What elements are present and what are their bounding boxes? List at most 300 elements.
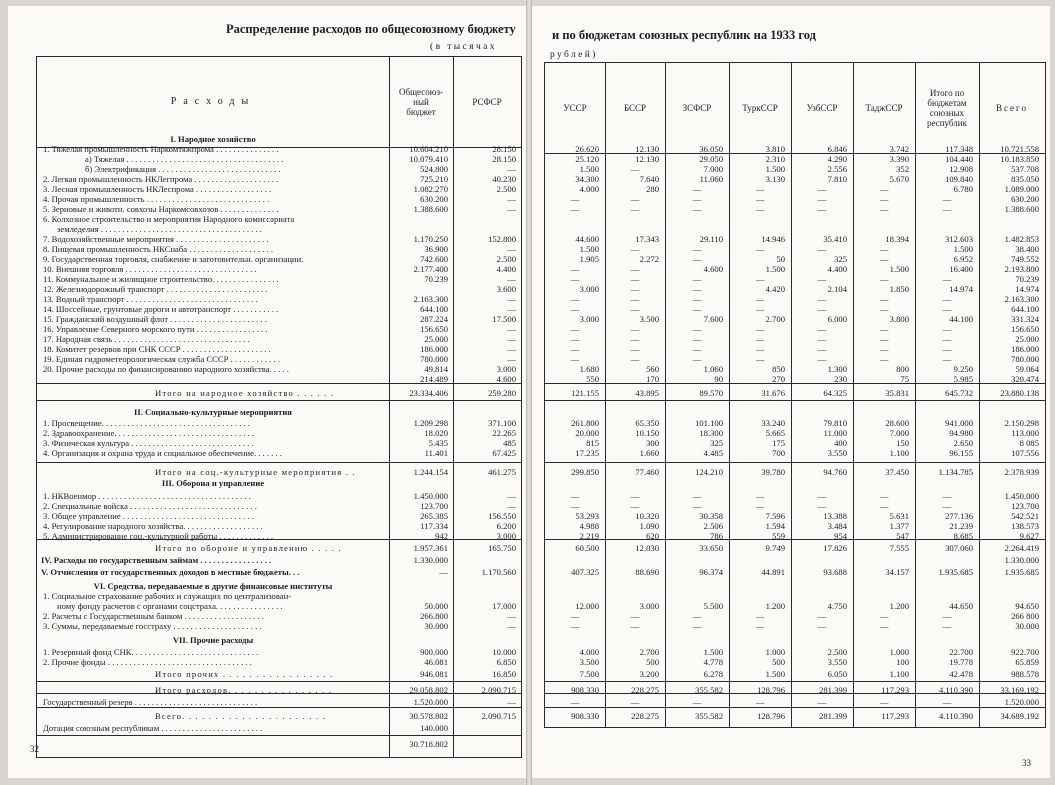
cell-union-budget: 18.020 [424,428,448,438]
cell-republics-total: — [942,501,952,511]
cell-zsfsr: 101.100 [695,418,723,428]
row-divider [545,383,1045,384]
cell-uzb: 281.399 [819,711,847,721]
left-table-row [37,611,521,621]
cell-grand-total: 113.000 [1011,428,1039,438]
row-label: Всего. . . . . . . . . . . . . . . . . . . . . . [155,711,327,721]
cell-uzb: 281.399 [819,685,847,695]
right-table-row [545,244,1045,254]
cell-tadj: 7.000 [889,428,909,438]
cell-turk: 31.676 [761,388,785,398]
cell-republics-total: — [942,324,952,334]
cell-uk: — [570,611,580,621]
cell-zsfsr: 4.600 [703,264,723,274]
cell-uk: 25.120 [575,154,599,164]
cell-rsfsr: 2.500 [496,254,516,264]
cell-republics-total: — [942,344,952,354]
cell-by: — [630,501,640,511]
cell-union-budget: 900.000 [420,647,448,657]
left-page [8,6,526,778]
cell-rsfsr: 485 [503,438,516,448]
cell-turk: 850 [772,364,785,374]
cell-turk: 500 [772,657,785,667]
cell-by: 300 [646,438,659,448]
cell-uzb: — [817,274,827,284]
cell-by: — [630,491,640,501]
cell-by: — [630,324,640,334]
cell-tadj: 3.800 [889,314,909,324]
cell-republics-total: 96.155 [949,448,973,458]
cell-grand-total: 644.100 [1011,304,1039,314]
left-table-row [37,521,521,531]
left-page-subtitle: (в тысячах [430,42,497,52]
row-divider [545,693,1045,694]
cell-turk: — [755,244,765,254]
row-label: 18. Комитет резервов при СНК СССР . . . . . . . . . . . . . . . . . . . . . [43,344,271,354]
cell-republics-total: 42.478 [949,669,973,679]
cell-rsfsr: — [507,294,516,304]
cell-zsfsr: 325 [710,438,723,448]
header-uk: УССР [563,103,587,113]
row-label: 17. Народная связь . . . . . . . . . . . . . . . . . . . . . . . . . . . . . . . . [43,334,250,344]
cell-union-budget: 1.209.298 [413,418,448,428]
cell-uk: 3.000 [579,284,599,294]
cell-tadj: 1.377 [889,521,909,531]
cell-zsfsr: — [692,611,702,621]
row-label: Итого расходов. . . . . . . . . . . . . . . . [155,685,333,695]
cell-union-budget: 156.650 [420,324,448,334]
row-label: VII. Прочие расходы [172,635,254,645]
row-label: 7. Водохозяйственные мероприятия . . . . . . . . . . . . . . . . . . . . . . [43,234,269,244]
cell-grand-total: 9.627 [1019,531,1039,541]
cell-union-budget: 186.000 [420,344,448,354]
left-table-row [37,723,521,733]
cell-uzb: 13.388 [823,511,847,521]
cell-turk: 3.130 [765,174,785,184]
cell-turk: — [755,344,765,354]
right-table-row [545,501,1045,511]
cell-uzb: — [817,344,827,354]
cell-grand-total: 2.378.939 [1004,467,1039,477]
cell-rsfsr: 259.280 [488,388,516,398]
left-table-row [37,657,521,667]
cell-rsfsr: 156.550 [488,511,516,521]
cell-grand-total: 2.193.800 [1004,264,1039,274]
cell-uzb: 2.104 [827,284,847,294]
cell-turk: 7.596 [765,511,785,521]
cell-rsfsr: 6.200 [496,521,516,531]
cell-uzb: 6.846 [827,144,847,154]
right-table-row [545,448,1045,458]
cell-uk: 44.600 [575,234,599,244]
cell-tadj: — [879,354,889,364]
cell-grand-total: 70.239 [1015,274,1039,284]
cell-union-budget: 30.000 [424,621,448,631]
right-table-row [545,543,1045,553]
left-table-row [37,428,521,438]
cell-by: 1.660 [639,448,659,458]
cell-uzb: 3.484 [827,521,847,531]
right-table-row [545,314,1045,324]
row-label: 13. Водный транспорт . . . . . . . . . . . . . . . . . . . . . . . . . . . . . . . [43,294,258,304]
header-uzb: УзбССР [806,103,838,113]
cell-turk: 2.310 [765,154,785,164]
cell-union-budget: 524.800 [420,164,448,174]
row-label: б) Электрификация . . . . . . . . . . . . . . . . . . . . . . . . . . . . . [85,164,281,174]
right-page-title: и по бюджетам союзных республик на 1933 год [552,28,816,42]
row-label: 1. НКВоенмор . . . . . . . . . . . . . . . . . . . . . . . . . . . . . . . . . . . . [43,491,251,501]
cell-tadj: 150 [896,438,909,448]
row-label: 2. Прочие фонды . . . . . . . . . . . . . . . . . . . . . . . . . . . . . . . . . . [43,657,252,667]
cell-union-budget: 140.000 [420,723,448,733]
cell-union-budget: 287.224 [420,314,448,324]
cell-by: 17.343 [635,234,659,244]
cell-republics-total: — [942,294,952,304]
left-table-row [37,164,521,174]
row-divider [545,400,1045,401]
cell-by: 3.500 [639,314,659,324]
cell-grand-total: 749.552 [1011,254,1039,264]
cell-republics-total: 109.840 [945,174,973,184]
left-table-row [37,448,521,458]
cell-uzb: 1.300 [827,364,847,374]
cell-uzb: 35.410 [823,234,847,244]
cell-uzb: — [817,194,827,204]
cell-tadj: 3.742 [889,144,909,154]
cell-uk: 299.850 [571,467,599,477]
row-label: 4. Регулирование народного хозяйства. . . . . . . . . . . . . . . . . . . [43,521,263,531]
left-table-row [37,438,521,448]
cell-uzb: — [817,204,827,214]
cell-turk: 14.946 [761,234,785,244]
cell-union-budget: 50.000 [424,601,448,611]
cell-uzb: 7.810 [827,174,847,184]
cell-union-budget: 644.100 [420,304,448,314]
left-page-title: Распределение расходов по общесоюзному бюджету [226,22,516,36]
cell-zsfsr: — [692,334,702,344]
cell-uzb: — [817,491,827,501]
cell-by: 1.090 [639,521,659,531]
cell-by: 12.130 [635,144,659,154]
left-table-row [37,669,521,679]
cell-uzb: 400 [834,438,847,448]
cell-union-budget: 123.700 [420,501,448,511]
cell-grand-total: 138.573 [1011,521,1039,531]
cell-republics-total: 2.650 [953,438,973,448]
cell-zsfsr: 33.650 [699,543,723,553]
left-table-row [37,334,521,344]
cell-rsfsr: — [507,621,516,631]
cell-by: 10.150 [635,428,659,438]
row-label: ному фонду расчетов с органами соцстраха. . . . . . . . . . . . . . . . [57,601,283,611]
cell-turk: 700 [772,448,785,458]
row-label: 3. Физическая культура . . . . . . . . . . . . . . . . . . . . . . . . . . . . . [43,438,254,448]
right-table-row [545,555,1045,565]
cell-grand-total: 630.200 [1011,194,1039,204]
cell-rsfsr: 152.800 [488,234,516,244]
left-table-row [37,511,521,521]
cell-uk: — [570,334,580,344]
cell-turk: 5.665 [765,428,785,438]
cell-by: — [630,304,640,314]
row-divider [37,383,521,384]
right-table-header [545,63,1045,154]
row-label: Итого на народное хозяйство . . . . . . [155,388,335,398]
cell-turk: 33.240 [761,418,785,428]
cell-tadj: — [879,334,889,344]
cell-union-budget: 5.435 [428,438,448,448]
cell-union-budget: 10.604.210 [409,144,448,154]
cell-rsfsr: — [507,274,516,284]
cell-republics-total: 6.952 [953,254,973,264]
cell-union-budget: 36.900 [424,244,448,254]
cell-by: 170 [646,374,659,384]
cell-by: 7.640 [639,174,659,184]
cell-tadj: 75 [900,374,909,384]
row-label: 3. Суммы, передаваемые госстраху . . . . . . . . . . . . . . . . . . . . . [43,621,262,631]
cell-rsfsr: 28.150 [492,144,516,154]
left-table-row [37,621,521,631]
cell-rsfsr: 3.000 [496,364,516,374]
cell-uk: — [570,274,580,284]
left-table-row [37,234,521,244]
cell-rsfsr: — [507,324,516,334]
cell-union-budget: 1.388.600 [413,204,448,214]
cell-by: 2.700 [639,647,659,657]
cell-turk: 1.594 [765,521,785,531]
cell-rsfsr: 16.850 [492,669,516,679]
cell-tadj: 352 [896,164,909,174]
cell-union-budget: 10.079.410 [409,154,448,164]
cell-zsfsr: 96.374 [699,567,723,577]
cell-by: 560 [646,364,659,374]
cell-zsfsr: 89.570 [699,388,723,398]
cell-republics-total: 312.603 [945,234,973,244]
cell-by: — [630,194,640,204]
cell-grand-total: 988.578 [1011,669,1039,679]
cell-by: 228.275 [631,711,659,721]
left-table-row [37,711,521,721]
cell-zsfsr: — [692,254,702,264]
cell-tadj: 28.600 [885,418,909,428]
row-divider [37,400,521,401]
cell-turk: 39.780 [761,467,785,477]
cell-uzb: — [817,304,827,314]
cell-rsfsr: 1.170.560 [481,567,516,577]
cell-by: — [630,274,640,284]
cell-grand-total: 331.324 [1011,314,1039,324]
cell-republics-total: — [942,194,952,204]
cell-tadj: 37.450 [885,467,909,477]
cell-by: — [630,611,640,621]
cell-rsfsr: 17.500 [492,314,516,324]
cell-republics-total: 12.908 [949,164,973,174]
row-label: 1. Социальное страхование рабочих и служащих по централизован- [43,591,292,601]
cell-union-budget: 1.957.361 [413,543,448,553]
cell-grand-total: 186.000 [1011,344,1039,354]
cell-tadj: 117.293 [881,685,909,695]
cell-by: — [630,294,640,304]
right-table-row [545,204,1045,214]
cell-union-budget: 49.814 [424,364,448,374]
cell-rsfsr: 2.090.715 [481,685,516,695]
cell-grand-total: 156.650 [1011,324,1039,334]
cell-uk: 1.680 [579,364,599,374]
right-table-row [545,334,1045,344]
right-table-row [545,491,1045,501]
cell-uk: 3.000 [579,314,599,324]
cell-grand-total: 1.935.685 [1004,567,1039,577]
cell-zsfsr: 5.500 [703,601,723,611]
cell-by: — [630,697,640,707]
row-label: I. Народное хозяйство [170,134,256,144]
row-label: Итого прочих . . . . . . . . . . . . . . . . . [155,669,334,679]
cell-rsfsr: 17.000 [492,601,516,611]
cell-republics-total: 21.239 [949,521,973,531]
cell-turk: — [755,194,765,204]
cell-tadj: — [879,274,889,284]
right-table-row [545,621,1045,631]
cell-zsfsr: 7.000 [703,164,723,174]
left-table-row [37,388,521,398]
left-table-row [37,364,521,374]
cell-uzb: 4.400 [827,264,847,274]
row-label: III. Оборона и управление [161,478,265,488]
row-label: Итого на соц.-культурные мероприятия . . [155,467,356,477]
cell-grand-total: 123.700 [1011,501,1039,511]
left-table-row [37,184,521,194]
cell-turk: 1.200 [765,601,785,611]
header-by: БССР [623,103,647,113]
row-divider [545,707,1045,708]
row-label: 19. Единая гидрометеорологическая служба СССР . . . . . . . . . . . . [43,354,280,364]
cell-uzb: 230 [834,374,847,384]
cell-zsfsr: — [692,697,702,707]
right-table-row [545,418,1045,428]
cell-by: 12.130 [635,154,659,164]
cell-uk: — [570,697,580,707]
cell-grand-total: 537.708 [1011,164,1039,174]
row-label: 1. Просвещение. . . . . . . . . . . . . . . . . . . . . . . . . . . . . . . . . . . [43,418,250,428]
cell-uk: 121.155 [571,388,599,398]
cell-rsfsr: 4.600 [496,374,516,384]
right-table-row [545,428,1045,438]
row-label: 9. Государственная торговля, снабжение и заготовительн. организации. [43,254,304,264]
cell-turk: 559 [772,531,785,541]
cell-by: — [630,244,640,254]
cell-tadj: 800 [896,364,909,374]
cell-turk: 1.500 [765,264,785,274]
cell-zsfsr: — [692,304,702,314]
row-label: Дотация союзным республикам . . . . . . . . . . . . . . . . . . . . . . . . [43,723,263,733]
cell-uk: — [570,491,580,501]
cell-grand-total: 542.521 [1011,511,1039,521]
cell-republics-total: 104.440 [945,154,973,164]
cell-grand-total: 59.064 [1015,364,1039,374]
cell-uk: 1.500 [579,164,599,174]
cell-grand-total: 1.330.000 [1004,555,1039,565]
cell-grand-total: 25.000 [1015,334,1039,344]
cell-union-budget: 942 [435,531,448,541]
cell-republics-total: 645.732 [945,388,973,398]
cell-by: 12.030 [635,543,659,553]
cell-turk: 1.500 [765,164,785,174]
cell-rsfsr: 40.230 [492,174,516,184]
cell-zsfsr: 4.778 [703,657,723,667]
header-zsfsr: ЗСФСР [682,103,712,113]
cell-tadj: 117.293 [881,711,909,721]
row-label: 20. Прочие расходы по финансированию народного хозяйства. . . . . [43,364,289,374]
cell-grand-total: 10.721.558 [1000,144,1039,154]
cell-uk: 53.293 [575,511,599,521]
cell-tadj: 1.850 [889,284,909,294]
cell-zsfsr: 355.582 [695,685,723,695]
cell-union-budget: 2.163.300 [413,294,448,304]
row-label: 11. Коммунальное и жилищное строительство. . . . . . . . . . . . . . . . [43,274,279,284]
cell-republics-total: 941.000 [945,418,973,428]
cell-union-budget: 1.244.154 [413,467,448,477]
cell-uzb: — [817,611,827,621]
cell-union-budget: 725.210 [420,174,448,184]
left-table-row [37,555,521,565]
left-table-row [37,264,521,274]
cell-grand-total: 780.000 [1011,354,1039,364]
right-table-row [545,354,1045,364]
right-table-row [545,438,1045,448]
cell-tadj: 1.500 [889,264,909,274]
cell-uzb: 6.050 [827,669,847,679]
cell-union-budget: 742.600 [420,254,448,264]
row-divider [37,681,521,682]
cell-rsfsr: 165.750 [488,543,516,553]
cell-by: 280 [646,184,659,194]
row-label: 2. Здравоохранение. . . . . . . . . . . . . . . . . . . . . . . . . . . . . . . . . [43,428,255,438]
cell-rsfsr: 2.090.715 [481,711,516,721]
cell-grand-total: 107.556 [1011,448,1039,458]
row-label: 10. Внешняя торговля . . . . . . . . . . . . . . . . . . . . . . . . . . . . . . . [43,264,257,274]
cell-uk: 1.905 [579,254,599,264]
row-label: 15. Гражданский воздушный флот . . . . . . . . . . . . . . . . . . . . . . . [43,314,267,324]
cell-tadj: 1.000 [889,647,909,657]
cell-turk: 128.796 [757,685,785,695]
left-table-row [37,418,521,428]
cell-turk: 3.810 [765,144,785,154]
cell-grand-total: 8 085 [1019,438,1039,448]
cell-union-budget: 117.334 [420,521,448,531]
cell-uzb: 4.290 [827,154,847,164]
cell-uzb: 6.000 [827,314,847,324]
cell-turk: — [755,184,765,194]
cell-union-budget: 1.520.000 [413,697,448,707]
cell-uk: — [570,194,580,204]
cell-tadj: — [879,244,889,254]
row-label: 8. Пищевая промышленность НКСнаба . . . . . . . . . . . . . . . . . . . . [43,244,273,254]
cell-union-budget: 2.177.400 [413,264,448,274]
cell-union-budget: 265.385 [420,511,448,521]
cell-by: 2.272 [639,254,659,264]
right-table-row [545,324,1045,334]
cell-republics-total: 8.685 [953,531,973,541]
cell-uzb: — [817,294,827,304]
cell-zsfsr: — [692,324,702,334]
cell-uzb: 64.325 [823,388,847,398]
cell-zsfsr: 6.278 [703,669,723,679]
cell-rsfsr: — [507,164,516,174]
cell-republics-total: — [942,334,952,344]
cell-uzb: — [817,184,827,194]
cell-zsfsr: 1.060 [703,364,723,374]
right-table-row [545,697,1045,707]
